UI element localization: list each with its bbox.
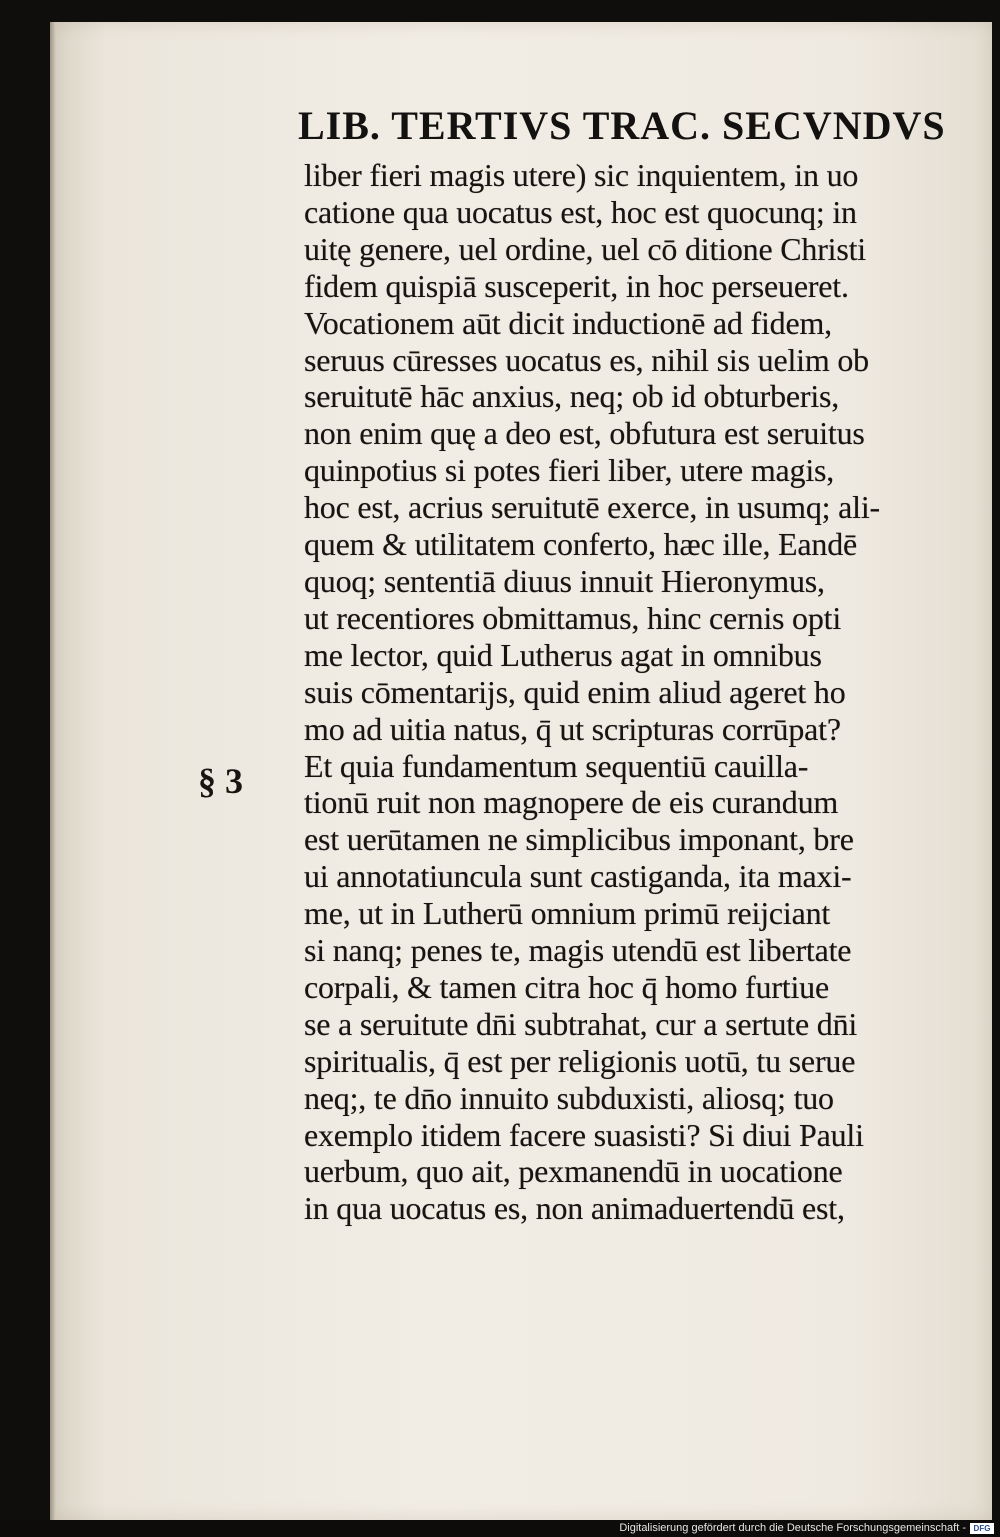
- text-line: est uerūtamen ne simplicibus imponant, bre: [304, 821, 854, 858]
- text-line: uerbum, quo ait, pexmanendū in uocatione: [304, 1153, 843, 1190]
- text-line: spiritualis, q̄ est per religionis uotū, tu serue: [304, 1042, 856, 1079]
- text-line: suis cōmentarijs, quid enim aliud ageret ho: [304, 673, 846, 710]
- margin-section-mark: § 3: [198, 761, 243, 801]
- text-line: in qua uocatus es, non animaduertendū est,: [304, 1190, 845, 1227]
- text-line: non enim quę a deo est, obfutura est seruitus: [304, 415, 865, 452]
- text-line: seruitutē hāc anxius, neq; ob id obturberis,: [304, 378, 840, 415]
- running-head: LIB. TERTIVS TRAC. SECVNDVS: [298, 103, 946, 148]
- text-line: si nanq; penes te, magis utendū est libertate: [304, 932, 852, 969]
- text-line: mo ad uitia natus, q̄ ut scripturas corrūpat?: [304, 710, 841, 747]
- text-line: Vocationem aūt dicit inductionē ad fidem,: [304, 304, 832, 341]
- text-line: liber fieri magis utere) sic inquientem, in uo: [304, 157, 859, 193]
- digitization-credit: Digitalisierung gefördert durch die Deutsche Forschungsgemeinschaft -: [619, 1522, 966, 1534]
- text-line: uitę genere, uel ordine, uel cō ditione Christi: [304, 230, 866, 267]
- text-line: Et quia fundamentum sequentiū cauilla-: [304, 747, 809, 784]
- page-gutter-edge: [50, 22, 56, 1520]
- text-line: ui annotatiuncula sunt castiganda, ita maxi-: [304, 858, 852, 895]
- text-line: quem & utilitatem conferto, hæc ille, Eandē: [304, 526, 858, 563]
- text-line: ut recentiores obmittamus, hinc cernis opti: [304, 599, 842, 636]
- text-line: se a seruitute dn̄i subtrahat, cur a sertute dn̄i: [304, 1005, 858, 1042]
- text-line: tionū ruit non magnopere de eis curandum: [304, 784, 839, 821]
- text-line: exemplo itidem facere suasisti? Si diui Pauli: [304, 1116, 864, 1153]
- text-line: me lector, quid Lutherus agat in omnibus: [304, 636, 822, 673]
- text-line: seruus cūresses uocatus es, nihil sis uelim ob: [304, 341, 869, 378]
- text-line: fidem quispiā susceperit, in hoc perseueret.: [304, 267, 849, 304]
- text-line: me, ut in Lutherū omnium primū reijciant: [304, 895, 831, 932]
- text-line: catione qua uocatus est, hoc est quocunq; in: [304, 193, 857, 230]
- text-line: hoc est, acrius seruitutē exerce, in usumq; ali-: [304, 489, 880, 526]
- text-line: neq;, te dn̄o innuito subduxisti, aliosq; tuo: [304, 1079, 834, 1116]
- body-text: [304, 157, 940, 1227]
- dfg-logo: DFG: [970, 1523, 994, 1534]
- text-line: quinpotius si potes fieri liber, utere magis,: [304, 452, 835, 489]
- text-line: corpali, & tamen citra hoc q̄ homo furtiue: [304, 968, 829, 1005]
- text-line: quoq; sententiā diuus innuit Hieronymus,: [304, 562, 825, 599]
